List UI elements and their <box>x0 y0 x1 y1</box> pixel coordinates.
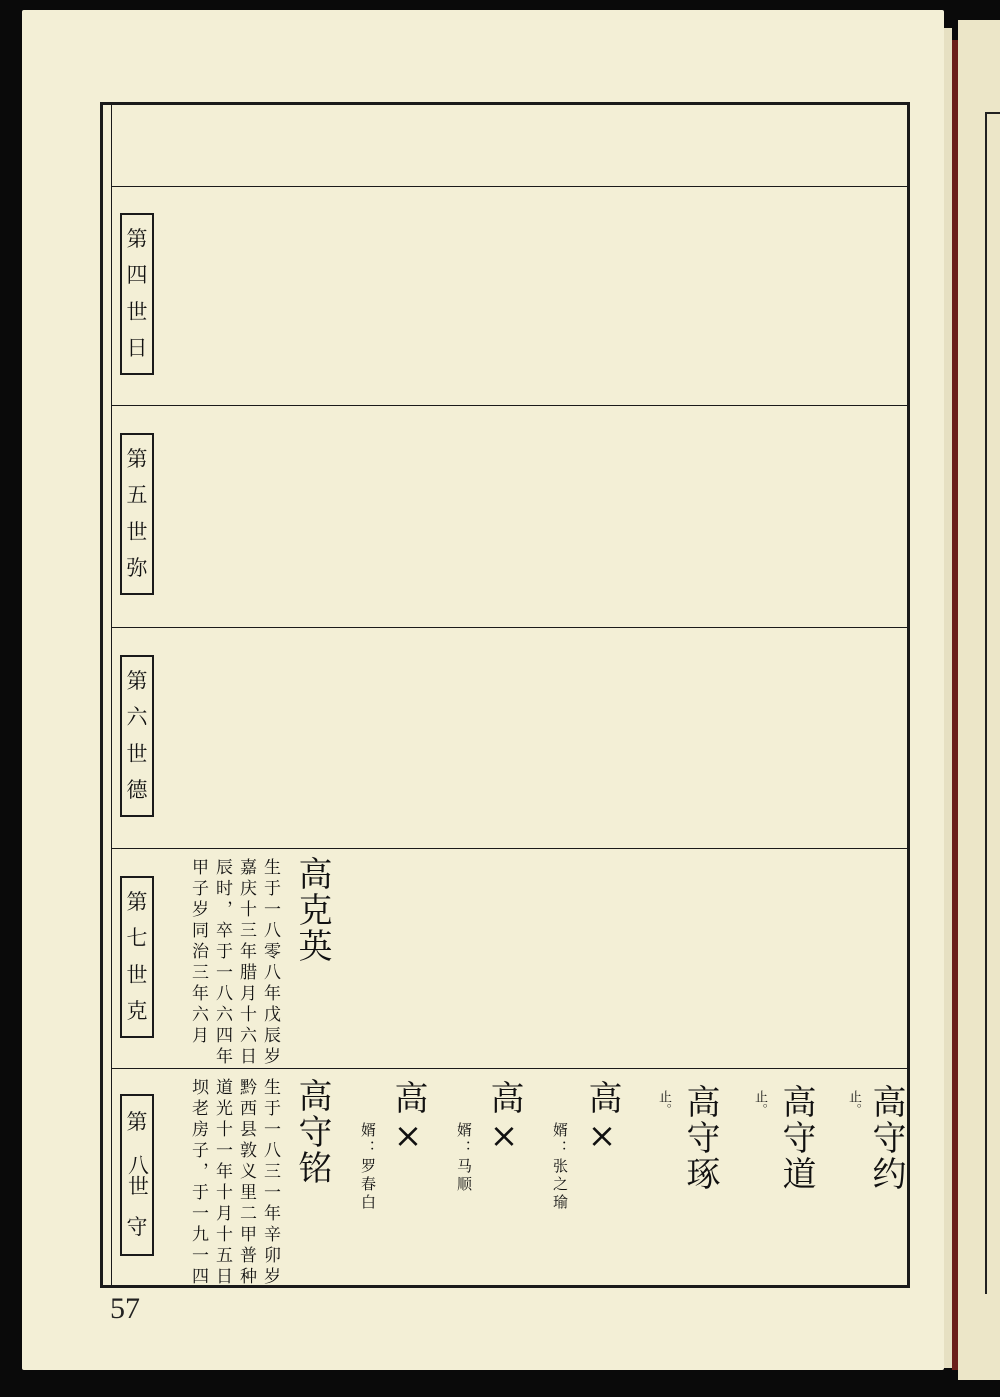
generation-char: 六 <box>126 705 148 730</box>
ended-note: 止。 <box>846 1090 861 1116</box>
generation-char: 世 <box>126 741 148 766</box>
next-page-frame <box>985 112 1000 1294</box>
generation-char: 第 <box>126 889 148 914</box>
generation-label-8 <box>120 1094 154 1256</box>
son-in-law-note: 婿：马顺 <box>455 1122 473 1194</box>
page-number: 57 <box>110 1292 140 1325</box>
row-divider <box>112 848 908 849</box>
ended-note: 止。 <box>656 1090 671 1116</box>
ended-note: 止。 <box>752 1090 767 1116</box>
generation-char: 第 <box>126 226 148 251</box>
person-bio-line: 生于一八三一年辛卯岁 <box>260 1078 280 1288</box>
generation-label-5 <box>120 433 154 595</box>
row-divider <box>112 627 908 628</box>
person-name: 高克英 <box>292 856 332 964</box>
generation-char: 七 <box>126 926 148 951</box>
person-bio-line: 辰时，卒于一八六四年 <box>212 858 232 1068</box>
generation-char: 世 <box>126 962 148 987</box>
generation-char: 第 <box>126 1110 148 1135</box>
person-bio-line: 道光十一年十月十五日 <box>212 1078 232 1288</box>
page-edge <box>944 28 952 1368</box>
generation-char: 四 <box>126 263 148 288</box>
person-bio-line: 嘉庆十三年腊月十六日 <box>236 858 256 1068</box>
generation-char: 日 <box>126 336 148 361</box>
generation-char: 第 <box>126 446 148 471</box>
generation-label-4 <box>120 213 154 375</box>
row-divider <box>112 1068 908 1069</box>
person-bio-line: 甲子岁同治三年六月 <box>188 858 208 1047</box>
son-in-law-note: 婿：罗春白 <box>359 1122 377 1212</box>
person-name: 高× <box>388 1080 428 1158</box>
row-divider <box>112 405 908 406</box>
person-name: 高守约 <box>866 1084 906 1192</box>
generation-label-6 <box>120 655 154 817</box>
inner-left-border <box>111 105 112 1285</box>
person-name: 高守琢 <box>680 1084 720 1192</box>
generation-char: 世 <box>126 519 148 544</box>
person-name: 高× <box>582 1080 622 1158</box>
generation-char: 世 <box>126 299 148 324</box>
row-divider <box>112 186 908 187</box>
person-name: 高守道 <box>776 1084 816 1192</box>
generation-label-7 <box>120 876 154 1038</box>
generation-char: 八世 <box>125 1153 150 1196</box>
generation-char: 五 <box>126 483 148 508</box>
person-bio-line: 黔西县敦义里二甲普种 <box>236 1078 256 1288</box>
son-in-law-note: 婿：张之瑜 <box>551 1122 569 1212</box>
generation-char: 德 <box>126 778 148 803</box>
generation-char: 弥 <box>126 556 148 581</box>
person-bio-line: 生于一八零八年戊辰岁 <box>260 858 280 1068</box>
person-name: 高× <box>484 1080 524 1158</box>
generation-char: 第 <box>126 668 148 693</box>
generation-char: 守 <box>126 1214 148 1239</box>
person-bio-line: 坝老房子，于一九一四 <box>188 1078 208 1288</box>
generation-char: 克 <box>126 999 148 1024</box>
person-name: 高守铭 <box>292 1078 332 1186</box>
